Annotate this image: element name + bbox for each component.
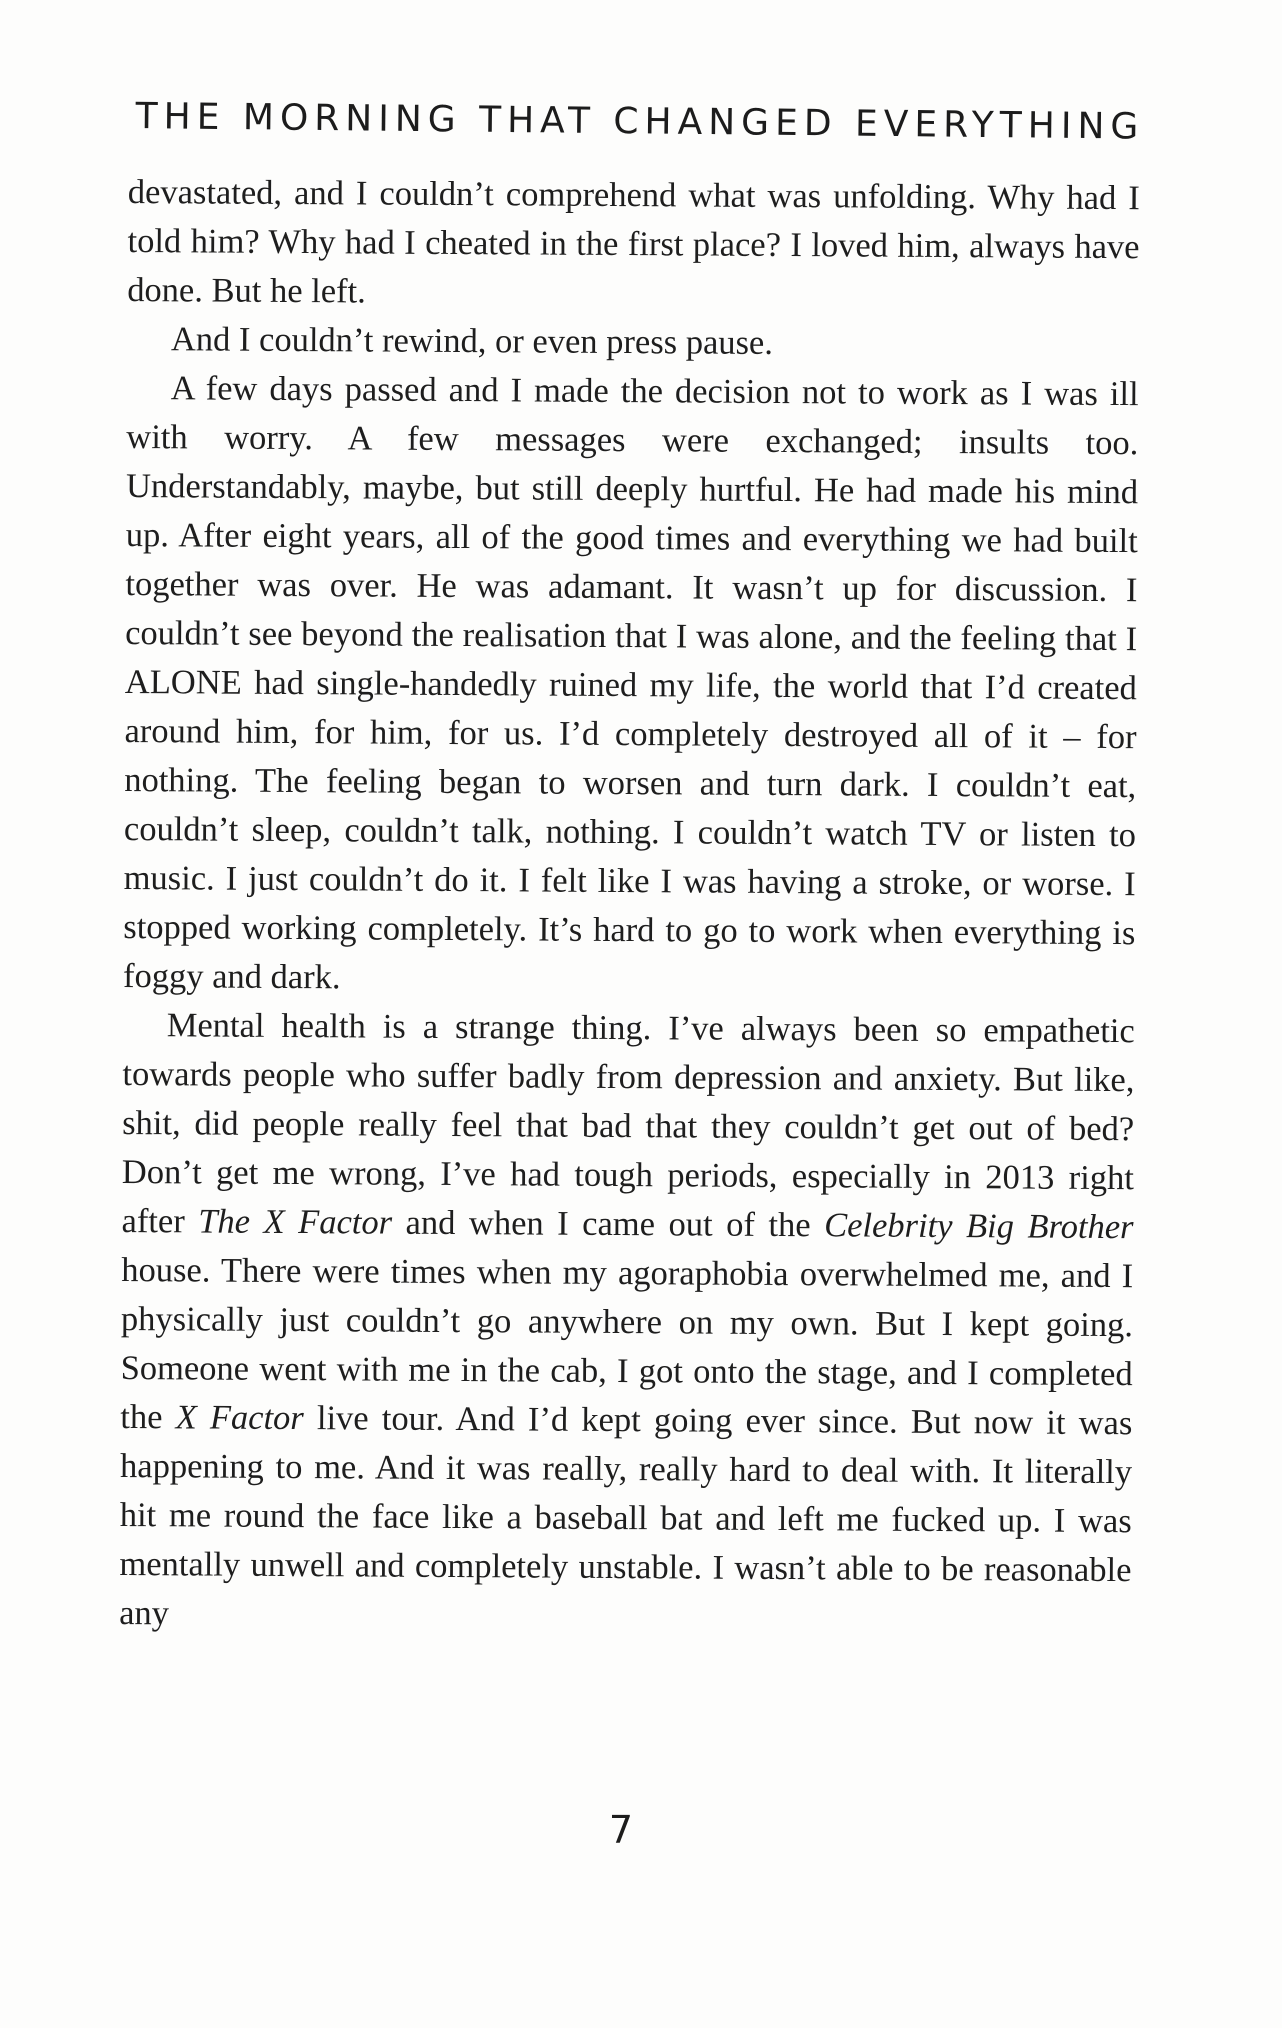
title-x-factor: X Factor [175,1398,304,1438]
title-the-x-factor: The X Factor [198,1202,393,1242]
title-celebrity-big-brother: Celebrity Big Brother [824,1206,1134,1247]
text-run: house. There were times when my agoraphobia overwhelmed me, and I physically just couldn’t go anywhere on my own. But I kept going. Someone went with me in the cab, I got onto the stage, and I completed the [120,1250,1134,1437]
page-number: 7 [608,1808,634,1852]
paragraph-continued: devastated, and I couldn’t comprehend what was unfolding. Why had I told him? Why had I cheated in the first place? I loved him, always have done. But he left. [127,172,1140,311]
text-run: live tour. And I’d kept going ever since. But now it was happening to me. And it was really, really hard to deal with. It literally hit me round the face like a baseball bat and left me fucked up. I was mentally unwell and completely unstable. I wasn’t able to be reasonable any [119,1399,1133,1633]
paragraph: A few days passed and I made the decision not to work as I was ill with worry. A few messages were exchanged; insults too. Understandably, maybe, but still deeply hurtful. He had made his mind up. After eight years, all of the good times and everything we had built together was over. He was adamant. It wasn’t up for discussion. I couldn’t see beyond the realisation that I was alone, and the feeling that I ALONE had single-handedly ruined my life, the world that I’d created around him, for him, for us. I’d completely destroyed all of it – for nothing. The feeling began to worsen and turn dark. I couldn’t eat, couldn’t sleep, couldn’t talk, nothing. I couldn’t watch TV or listen to music. I just couldn’t do it. I felt like I was having a stroke, or worse. I stopped working completely. It’s hard to go to work when everything is foggy and dark. [122,369,1139,997]
paragraph: And I couldn’t rewind, or even press pause. [170,320,774,362]
running-head: THE MORNING THAT CHANGED EVERYTHING [135,96,1145,148]
text-run: and when I came out of the [391,1203,825,1245]
paragraph [119,1001,1135,1644]
text-run: Mental health is a strange thing. I’ve always been so empathetic towards people who suffer badly from depression and anxiety. But like, shit, did people really feel that bad that they couldn’t get out of bed? Don’t get me wrong, I’ve had tough periods, especially in 2013 right after [121,1006,1135,1241]
body-text [119,168,1140,1644]
